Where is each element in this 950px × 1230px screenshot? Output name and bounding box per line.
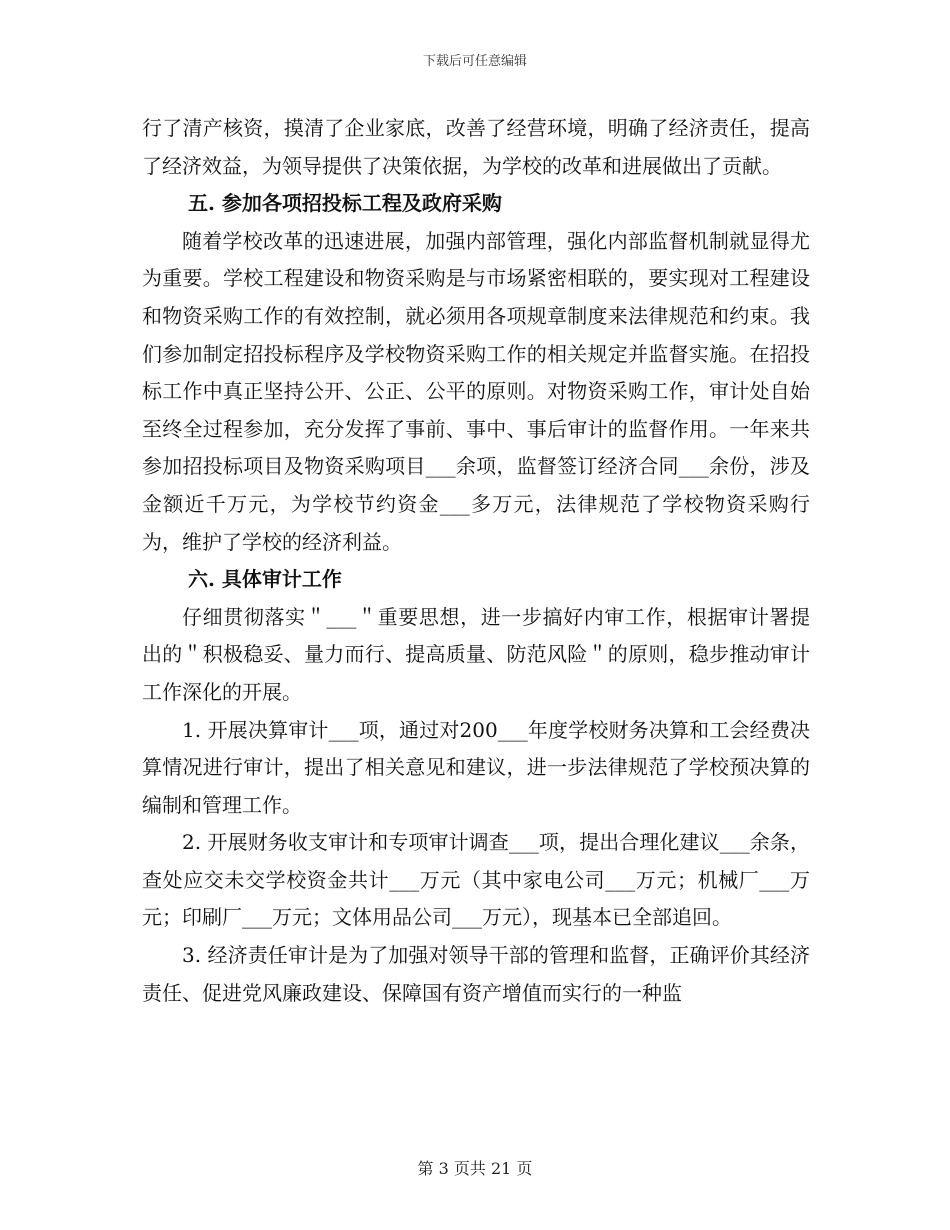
paragraph-item-3: 3. 经济责任审计是为了加强对领导干部的管理和监督，正确评价其经济责任、促进党风廉政建设、保障国有资产增值而实行的一种监 — [142, 943, 810, 1005]
page-header-note: 下载后可任意编辑 — [422, 54, 527, 69]
paragraph-audit-intro: 仔细贯彻落实＂___＂重要思想，进一步搞好内审工作，根据审计署提出的＂积极稳妥、量力而行、提高质量、防范风险＂的原则，稳步推动审计工作深化的开展。 — [142, 604, 810, 704]
paragraph-item-2: 2. 开展财务收支审计和专项审计调查___项，提出合理化建议___余条，查处应交未交学校资金共计___万元（其中家电公司___万元；机械厂___万元；印刷厂___万元；文体用品公司___万元），现基本已全部追回。 — [142, 830, 810, 930]
document-body — [142, 110, 810, 1012]
paragraph-continued: 行了清产核资，摸清了企业家底，改善了经营环境，明确了经济责任，提高了经济效益，为领导提供了决策依据，为学校的改革和进展做出了贡献。 — [142, 116, 810, 178]
section-heading-5: 五. 参加各项招投标工程及政府采购 — [188, 191, 502, 216]
section-heading-6: 六. 具体审计工作 — [188, 567, 342, 592]
paragraph-item-1: 1. 开展决算审计___项，通过对200___年度学校财务决算和工会经费决算情况进行审计，提出了相关意见和建议，进一步法律规范了学校预决算的编制和管理工作。 — [142, 717, 810, 817]
paragraph-procurement: 随着学校改革的迅速进展，加强内部管理，强化内部监督机制就显得尤为重要。学校工程建设和物资采购是与市场紧密相联的，要实现对工程建设和物资采购工作的有效控制，就必须用各项规章制度来法律规范和约束。我们参加制定招投标程序及学校物资采购工作的相关规定并监督实施。在招投标工作中真正坚持公开、公正、公平的原则。对物资采购工作，审计处自始至终全过程参加，充分发挥了事前、事中、事后审计的监督作用。一年来共参加招投标项目及物资采购项目___余项，监督签订经济合同___余份，涉及金额近千万元，为学校节约资金___多万元，法律规范了学校物资采购行为，维护了学校的经济利益。 — [142, 228, 810, 554]
page-number: 第 3 页共 21 页 — [417, 1159, 533, 1178]
